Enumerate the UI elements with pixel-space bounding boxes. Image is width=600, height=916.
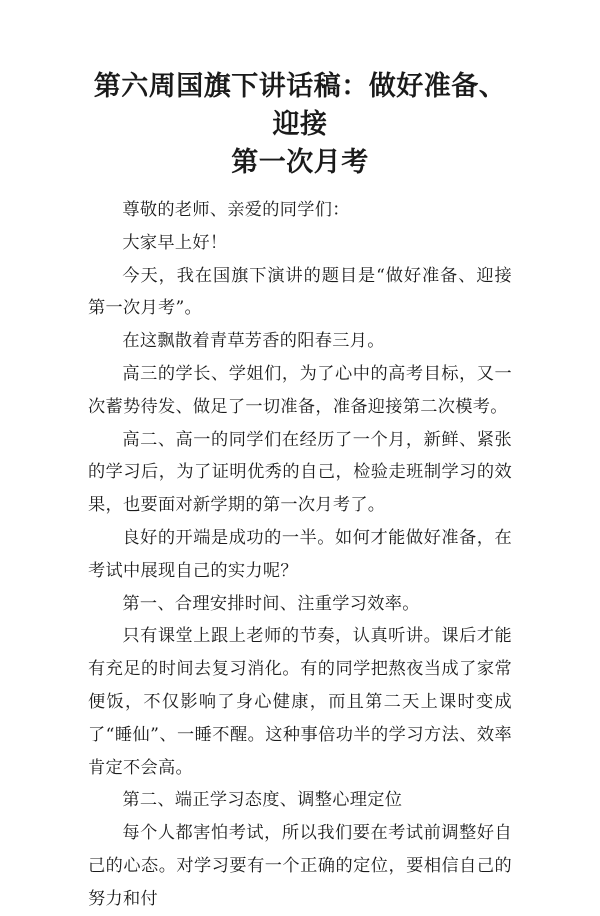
paragraph-senior-three: 高三的学长、学姐们，为了心中的高考目标，又一次蓄势待发、做足了一切准备，准备迎接第二次模考。 bbox=[88, 363, 512, 417]
paragraph-point-two: 第二、端正学习态度、调整心理定位 bbox=[122, 790, 403, 811]
paragraph-topic: 今天，我在国旗下演讲的题目是“做好准备、迎接第一次月考”。 bbox=[88, 265, 512, 319]
paragraph-senior-one-two: 高二、高一的同学们在经历了一个月，新鲜、紧张的学习后，为了证明优秀的自己，检验走班制学习的效果，也要面对新学期的第一次月考了。 bbox=[88, 429, 512, 516]
document-body bbox=[88, 194, 512, 916]
paragraph-mindset: 每个人都害怕考试，所以我们要在考试前调整好自己的心态。对学习要有一个正确的定位，要相信自己的努力和付 bbox=[88, 823, 512, 909]
paragraph-class-rhythm: 只有课堂上跟上老师的节奏，认真听讲。课后才能有充足的时间去复习消化。有的同学把熬夜当成了家常便饭，不仅影响了身心健康，而且第二天上课时变成了“睡仙”、一睡不醒。这种事倍功半的学习方法、效率肯定不会高。 bbox=[88, 626, 512, 778]
paragraph-point-one: 第一、合理安排时间、注重学习效率。 bbox=[122, 593, 420, 614]
paragraph-good-start: 良好的开端是成功的一半。如何才能做好准备，在考试中展现自己的实力呢？ bbox=[88, 527, 512, 581]
document-title bbox=[88, 68, 512, 182]
paragraph-good-morning: 大家早上好！ bbox=[122, 232, 228, 253]
title-line-2: 第一次月考 bbox=[231, 147, 369, 178]
paragraph-greeting: 尊敬的老师、亲爱的同学们： bbox=[122, 200, 350, 220]
paragraph-spring: 在这飘散着青草芳香的阳春三月。 bbox=[122, 331, 385, 352]
title-line-1: 第六周国旗下讲话稿：做好准备、迎接 bbox=[93, 71, 507, 140]
